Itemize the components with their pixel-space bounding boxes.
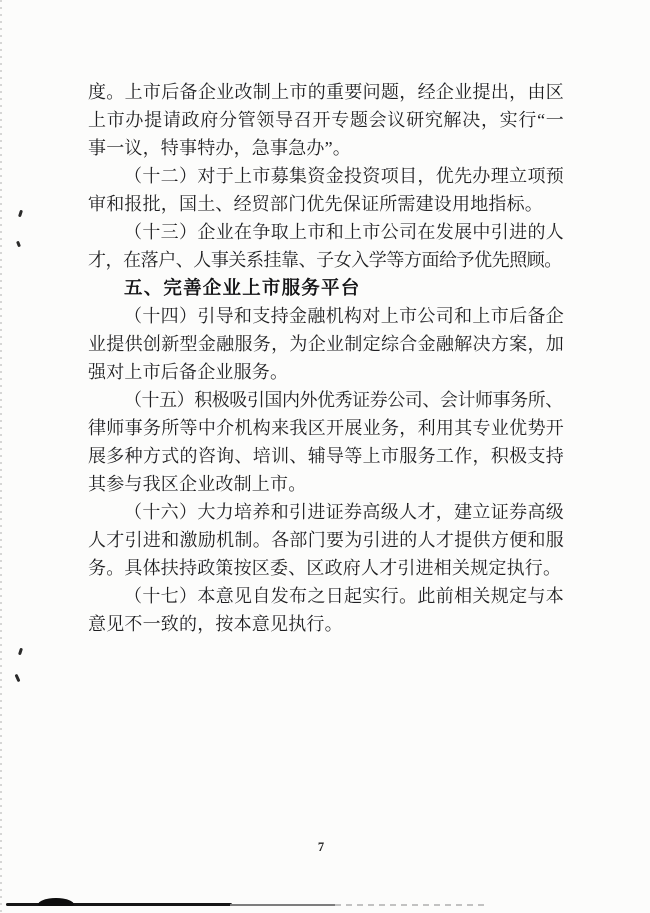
body-line: 人才引进和激励机制。各部门要为引进的人才提供方便和服	[88, 530, 564, 550]
body-line: 业提供创新型金融服务，为企业制定综合金融解决方案，加	[88, 334, 564, 354]
body-line: （十五）积极吸引国内外优秀证券公司、会计师事务所、	[124, 390, 563, 410]
body-line: 事一议，特事特办，急事急办”。	[88, 138, 351, 158]
ink-speck	[16, 241, 21, 248]
document-body	[88, 78, 564, 638]
section-heading: 五、完善企业上市服务平台	[124, 277, 361, 298]
body-line: （十六）大力培养和引进证券高级人才，建立证券高级	[124, 502, 564, 522]
body-line: 意见不一致的，按本意见执行。	[88, 614, 343, 634]
page-number: 7	[317, 840, 325, 854]
scan-left-edge-artifact	[0, 0, 2, 913]
body-line: （十四）引导和支持金融机构对上市公司和上市后备企	[124, 306, 564, 326]
ink-speck	[18, 648, 23, 656]
body-line: 上市办提请政府分管领导召开专题会议研究解决，实行“一	[88, 110, 564, 130]
scan-bottom-edge-gray	[230, 904, 335, 906]
body-line: （十二）对于上市募集资金投资项目，优先办理立项预	[124, 166, 564, 186]
body-line: 才，在落户、人事关系挂靠、子女入学等方面给予优先照顾。	[88, 250, 562, 270]
body-line: 展多种方式的咨询、培训、辅导等上市服务工作，积极支持	[88, 446, 564, 466]
scan-bottom-edge-blob	[38, 898, 74, 906]
body-line: 强对上市后备企业服务。	[88, 362, 289, 382]
body-line: （十三）企业在争取上市和上市公司在发展中引进的人	[124, 222, 564, 242]
ink-speck	[15, 674, 21, 683]
ink-speck	[18, 210, 23, 218]
body-line: 度。上市后备企业改制上市的重要问题，经企业提出，由区	[88, 82, 564, 102]
scan-bottom-edge-fade	[335, 904, 485, 906]
body-line: 务。具体扶持政策按区委、区政府人才引进相关规定执行。	[88, 558, 562, 578]
body-line: 审和报批，国土、经贸部门优先保证所需建设用地指标。	[88, 194, 543, 214]
body-line: （十七）本意见自发布之日起实行。此前相关规定与本	[124, 586, 564, 606]
body-line: 其参与我区企业改制上市。	[88, 474, 307, 494]
body-line: 律师事务所等中介机构来我区开展业务，利用其专业优势开	[88, 418, 564, 438]
